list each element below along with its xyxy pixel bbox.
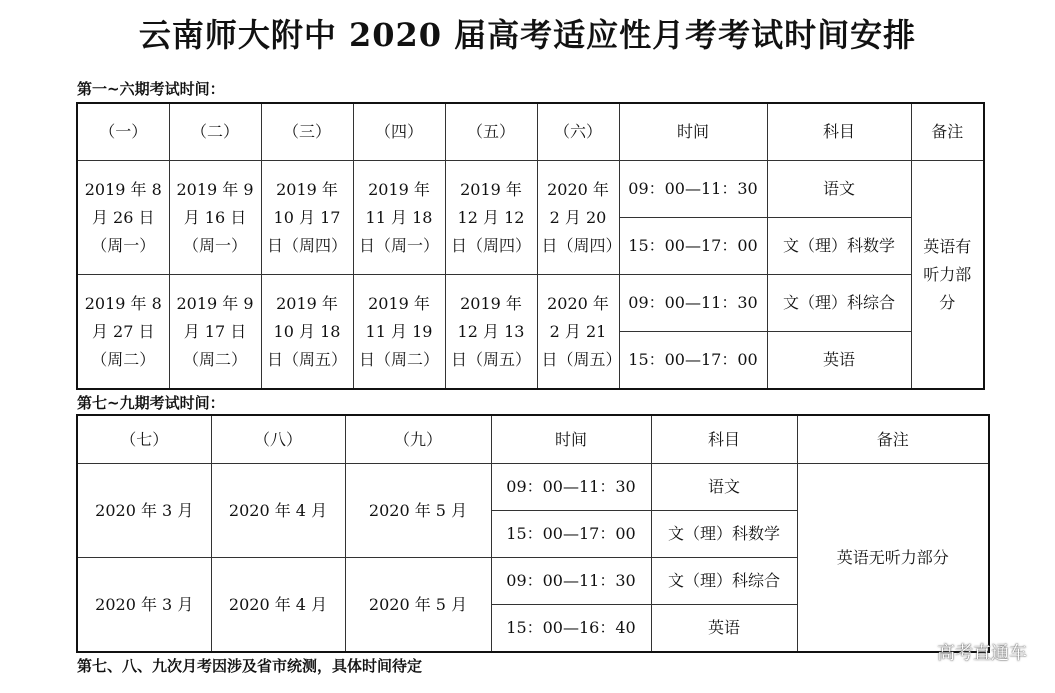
date-cell: 2020 年 5 月 <box>345 464 491 558</box>
subject-cell: 文（理）科综合 <box>767 275 911 332</box>
subject-cell: 英语 <box>767 332 911 390</box>
watermark: 高考直通车 <box>937 643 1027 664</box>
date-cell: 2020 年 3 月 <box>77 558 211 653</box>
header-cell: （七） <box>77 415 211 464</box>
date-cell: 2020 年 3 月 <box>77 464 211 558</box>
date-cell: 2020 年 2 月 21 日（周五） <box>537 275 619 390</box>
date-cell: 2020 年 5 月 <box>345 558 491 653</box>
section2-label: 第七~九期考试时间： <box>77 394 225 412</box>
note-cell: 英语无听力部分 <box>797 464 989 653</box>
header-cell: 备注 <box>797 415 989 464</box>
section1-label: 第一~六期考试时间： <box>77 80 225 98</box>
subject-cell: 文（理）科综合 <box>651 558 797 605</box>
subject-cell: 文（理）科数学 <box>767 218 911 275</box>
date-cell: 2019 年 12 月 13 日（周五） <box>445 275 537 390</box>
header-cell: （二） <box>169 103 261 161</box>
header-cell: （六） <box>537 103 619 161</box>
time-cell: 09：00—11：30 <box>619 161 767 218</box>
date-cell: 2020 年 2 月 20 日（周四） <box>537 161 619 275</box>
header-cell: （一） <box>77 103 169 161</box>
schedule-table-1 <box>76 102 985 390</box>
table-header-row <box>77 415 989 464</box>
header-cell: （九） <box>345 415 491 464</box>
date-cell: 2019 年 11 月 18 日（周一） <box>353 161 445 275</box>
date-cell: 2020 年 4 月 <box>211 558 345 653</box>
header-cell: （三） <box>261 103 353 161</box>
time-cell: 15：00—17：00 <box>619 332 767 390</box>
subject-cell: 语文 <box>651 464 797 511</box>
header-cell: 时间 <box>491 415 651 464</box>
time-cell: 15：00—17：00 <box>619 218 767 275</box>
date-cell: 2019 年 10 月 18 日（周五） <box>261 275 353 390</box>
header-cell: （四） <box>353 103 445 161</box>
page-title: 云南师大附中 2020 届高考适应性月考考试时间安排 <box>138 16 917 54</box>
subject-cell: 文（理）科数学 <box>651 511 797 558</box>
table-row <box>77 464 989 511</box>
date-cell: 2019 年 9 月 17 日（周二） <box>169 275 261 390</box>
header-cell: 科目 <box>767 103 911 161</box>
subject-cell: 语文 <box>767 161 911 218</box>
header-cell: （八） <box>211 415 345 464</box>
date-cell: 2019 年 11 月 19 日（周二） <box>353 275 445 390</box>
table-row <box>77 161 984 218</box>
header-cell: 时间 <box>619 103 767 161</box>
schedule-table-2 <box>76 414 990 653</box>
subject-cell: 英语 <box>651 605 797 653</box>
header-cell: 备注 <box>911 103 984 161</box>
date-cell: 2019 年 9 月 16 日（周一） <box>169 161 261 275</box>
time-cell: 09：00—11：30 <box>619 275 767 332</box>
date-cell: 2020 年 4 月 <box>211 464 345 558</box>
time-cell: 15：00—17：00 <box>491 511 651 558</box>
header-cell: 科目 <box>651 415 797 464</box>
date-cell: 2019 年 10 月 17 日（周四） <box>261 161 353 275</box>
date-cell: 2019 年 12 月 12 日（周四） <box>445 161 537 275</box>
time-cell: 15：00—16：40 <box>491 605 651 653</box>
table-header-row <box>77 103 984 161</box>
date-cell: 2019 年 8 月 27 日（周二） <box>77 275 169 390</box>
table-row <box>77 275 984 332</box>
date-cell: 2019 年 8 月 26 日（周一） <box>77 161 169 275</box>
header-cell: （五） <box>445 103 537 161</box>
note-cell: 英语有听力部分 <box>911 161 984 390</box>
time-cell: 09：00—11：30 <box>491 558 651 605</box>
time-cell: 09：00—11：30 <box>491 464 651 511</box>
footer-note: 第七、八、九次月考因涉及省市统测，具体时间待定 <box>77 657 423 675</box>
